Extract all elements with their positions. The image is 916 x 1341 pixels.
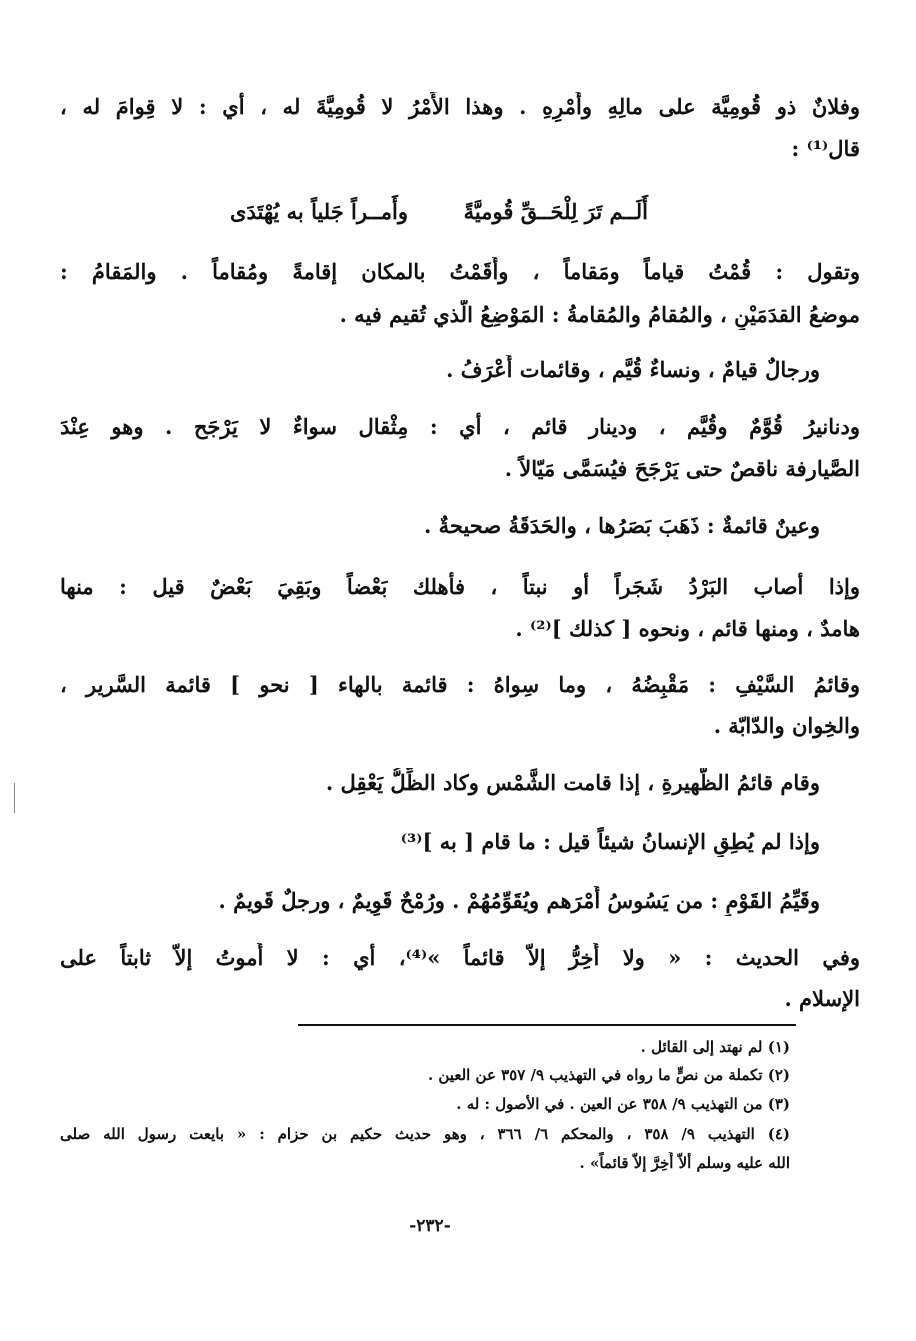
verse-second-hemistich: وأَمــراً جَلياً به يُهْتَدَى bbox=[230, 199, 408, 224]
body-line: وإذا أصاب البَرْدُ شَجَراً أو نبتاً ، فأهلك بَعْضاً وبَقِيَ بَعْضٌ قيل : منها bbox=[60, 574, 860, 599]
body-line: هامدٌ ، ومنها قائم ، ونحوه [ كذلك ]⁽²⁾ . bbox=[515, 616, 860, 641]
footnote-separator bbox=[298, 1024, 796, 1026]
body-line: وإذا لم يُطِقِ الإنسانُ شيئاً قيل : ما قام [ به ]⁽³⁾ bbox=[400, 829, 820, 854]
page-number: -٢٣٢- bbox=[409, 1216, 451, 1236]
body-line: وتقول : قُمْتُ قياماً ومَقاماً ، وأَقَمْتُ بالمكان إقامةً ومُقاماً . والمَقامُ : bbox=[60, 259, 860, 284]
footnote: (١) لم نهتد إلى القائل . bbox=[640, 1038, 790, 1056]
footnote: (٤) التهذيب ٩/ ٣٥٨ ، والمحكم ٦/ ٣٦٦ ، وهو حديث حكيم بن حزام : « بايعت رسول الله صلى bbox=[60, 1125, 790, 1143]
footnote: (٢) تكملة من نصٍّ ما رواه في التهذيب ٩/ ٣٥٧ عن العين . bbox=[427, 1066, 790, 1084]
body-line: الصَّيارفة ناقصٌ حتى يَرْجَحَ فيُسَمَّى مَيّالاً . bbox=[504, 456, 860, 481]
body-line: وفلانٌ ذو قُومِيَّة على مالِهِ وأَمْرِهِ . وهذا الأَمْرُ لا قُومِيَّةَ له ، أي : لا قِوامَ له ، bbox=[60, 94, 860, 119]
footnote: (٣) من التهذيب ٩/ ٣٥٨ عن العين . في الأصول : له . bbox=[456, 1095, 790, 1113]
scan-mark bbox=[14, 783, 15, 813]
body-line: والخِوان والدّابّة . bbox=[713, 713, 860, 738]
verse-intro-line: قال⁽¹⁾ : bbox=[791, 136, 860, 161]
body-line: وقَيِّمُ القَوْمِ : من يَسُوسُ أَمْرَهم ويُقَوِّمُهُمْ . ورُمْحٌ قَوِيمٌ ، ورجلٌ قَويمٌ . bbox=[218, 888, 820, 913]
body-line: وقام قائمُ الظَّهيرةِ ، إذا قامت الشَّمْس وكاد الظِّلُّ يَعْقِل . bbox=[325, 770, 820, 795]
body-line: ودنانيرُ قُوَّمٌ وقُيَّم ، ودينار قائم ، أي : مِثْقال سواءٌ لا يَرْجَح . وهو عِنْدَ bbox=[60, 414, 860, 439]
body-line: وقائمُ السَّيْفِ : مَقْبِضُهُ ، وما سِواهُ : قائمة بالهاء [ نحو ] قائمة السَّرير ، bbox=[60, 672, 860, 697]
verse-first-hemistich: أَلَــم تَرَ لِلْحَــقِّ قُوميَّةً bbox=[463, 199, 648, 224]
body-line: موضعُ القدَمَيْنِ ، والمُقامُ والمُقامةُ : المَوْضِعُ الّذي تُقيم فيه . bbox=[339, 302, 860, 327]
body-line: وفي الحديث : « ولا أَخِرُّ إلاّ قائماً »⁽⁴⁾، أي : لا أَموتُ إلاّ ثابتاً على bbox=[60, 945, 860, 970]
body-line: ورجالٌ قيامٌ ، ونساءٌ قُيَّم ، وقائمات أَعْرَفُ . bbox=[446, 357, 820, 382]
body-line: الإسلام . bbox=[784, 986, 860, 1011]
body-line: وعينٌ قائمةٌ : ذَهَبَ بَصَرُها ، والحَدَقَةُ صحيحةٌ . bbox=[424, 513, 820, 538]
footnote: الله عليه وسلم ألاّ أَخِرَّ إلاّ قائماً» . bbox=[579, 1154, 790, 1172]
